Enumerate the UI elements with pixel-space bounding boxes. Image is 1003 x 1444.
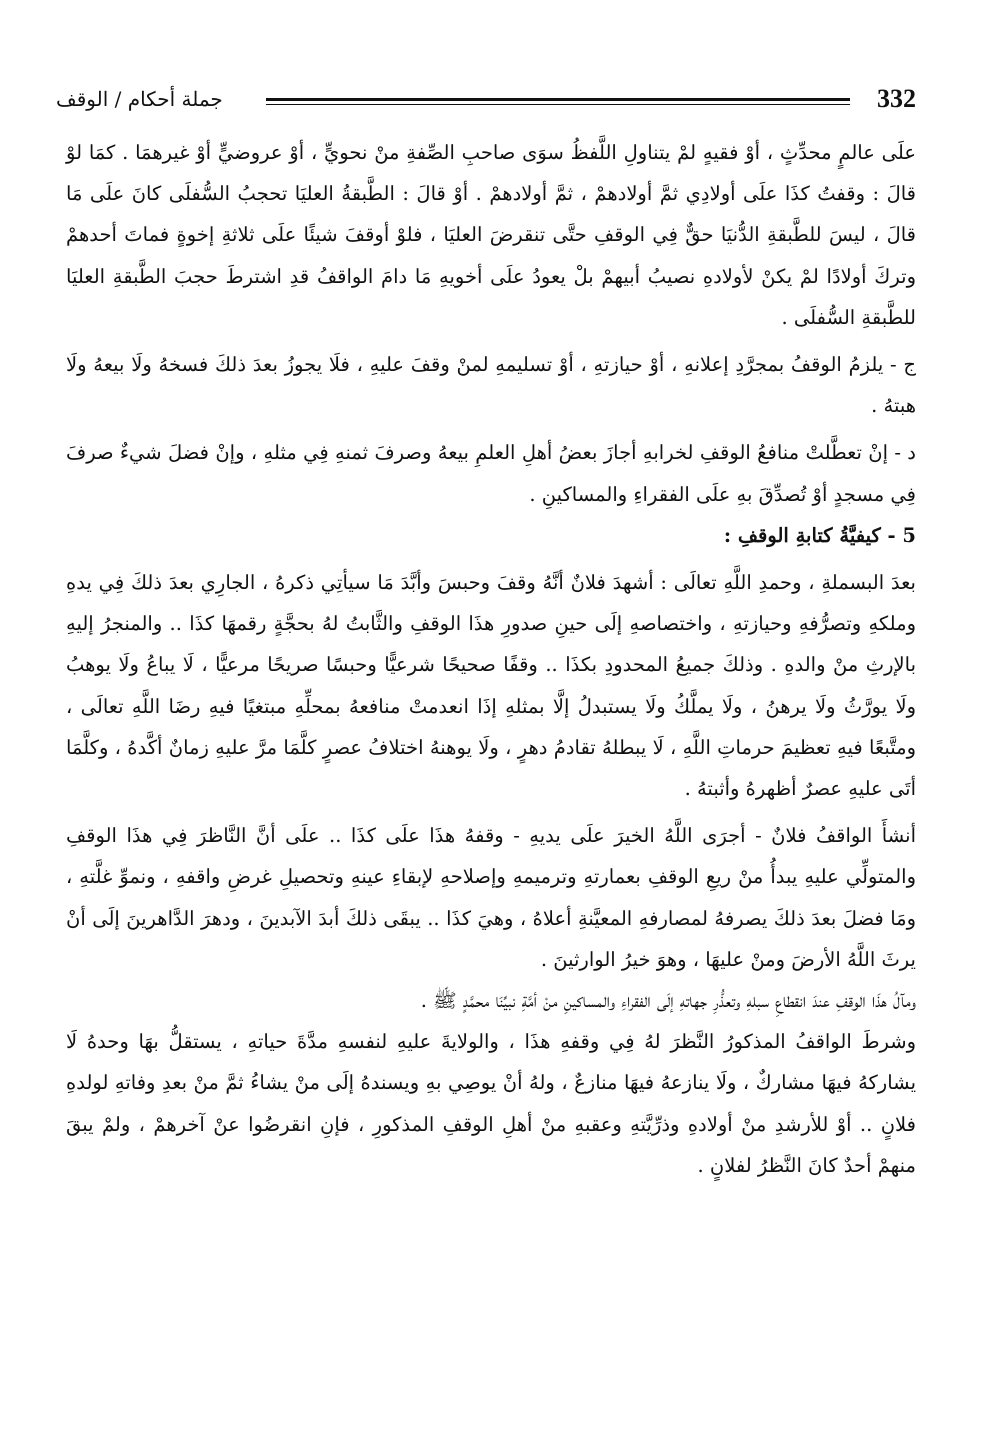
header-rule-thin	[266, 104, 850, 105]
section-heading-waqf-writing: 5 - كيفيَّةُ كتابةِ الوقفِ :	[723, 523, 916, 547]
header-rule	[266, 98, 850, 101]
page-header	[56, 84, 916, 124]
running-title: جملة أحكام / الوقف	[56, 87, 223, 111]
page-number: 332	[877, 84, 916, 113]
paragraph-deed-final-destination: ومآلُ هذَا الوقفِ عندَ انقطاعِ سبلهِ وتعذُّرِ جهاتهِ إلَى الفقراءِ والمساكينِ منْ أمَّةِ نبيِّنَا محمَّدٍ ﷺ .	[420, 989, 916, 1013]
paragraph-item-jim: ج - يلزمُ الوقفُ بمجرَّدِ إعلانهِ ، أوْ حيازتهِ ، أوْ تسليمهِ لمنْ وقفَ عليهِ ، فلَا يجوزُ بعدَ ذلكَ فسخهُ ولَا بيعهُ ولَا هبتهُ .	[66, 353, 916, 418]
paragraph-deed-supervision: وشرطَ الواقفُ المذكورُ النَّظرَ لهُ فِي وقفهِ هذَا ، والولايةَ عليهِ لنفسهِ مدَّةَ حياتهِ ، يستقلُّ بهَا وحدهُ لَا يشاركهُ فيهَا مشاركٌ ، ولَا ينازعهُ فيهَا منازعٌ ، ولهُ أنْ يوصِي بهِ ويسندهُ إلَى منْ يشاءُ ثمَّ منْ بعدِ وفاتهِ لولدهِ فلانٍ .. أوْ للأرشدِ منْ أولادهِ وذرِّيَّتهِ وعقبهِ منْ أهلِ الوقفِ المذكورِ ، فإنِ انقرضُوا عنْ آخرهمْ ، ولمْ يبقَ منهمْ أحدٌ كانَ النَّظرُ لفلانٍ .	[66, 1030, 916, 1177]
paragraph-deed-opening: بعدَ البسملةِ ، وحمدِ اللَّهِ تعالَى : أشهدَ فلانٌ أنَّهُ وقفَ وحبسَ وأبَّدَ مَا سيأتِي ذكرهُ ، الجارِي بعدَ ذلكَ فِي يدهِ وملكهِ وتصرُّفهِ وحيازتهِ ، واختصاصهِ إلَى حينِ صدورِ هذَا الوقفِ والثَّابتُ لهُ بحجَّةٍ رقمهَا كذَا .. والمنجرُ إليهِ بالإرثِ منْ والدهِ . وذلكَ جميعُ المحدودِ بكذَا .. وقفًا صحيحًا شرعيًّا وحبسًا صريحًا مرعيًّا ، لَا يباعُ ولَا يوهبُ ولَا يورَّثُ ولَا يرهنُ ، ولَا يملَّكُ ولَا يستبدلُ إلَّا بمثلهِ إذَا انعدمتْ منافعهُ بمحلِّهِ مبتغيًا فيهِ رضَا اللَّهِ تعالَى ، ومتَّبعًا فيهِ تعظيمَ حرماتِ اللَّهِ ، لَا يبطلهُ تقادمُ دهرٍ ، ولَا يوهنهُ اختلافُ عصرٍ كلَّمَا مرَّ عليهِ زمانٌ أكَّدهُ ، وكلَّمَا أتَى عليهِ عصرٌ أظهرهُ وأثبتهُ .	[66, 571, 916, 801]
page-body	[66, 132, 916, 1186]
paragraph-item-dal: د - إنْ تعطَّلتْ منافعُ الوقفِ لخرابهِ أجازَ بعضُ أهلِ العلمِ بيعهُ وصرفَ ثمنهِ فِي مثلهِ ، وإنْ فضلَ شيءٌ صرفَ فِي مسجدٍ أوْ تُصدِّقَ بهِ علَى الفقراءِ والمساكينِ .	[66, 441, 916, 506]
paragraph-deed-founder: أنشأَ الواقفُ فلانٌ - أجرَى اللَّهُ الخيرَ علَى يديهِ - وقفهُ هذَا علَى كذَا .. علَى أنَّ النَّاظرَ فِي هذَا الوقفِ والمتولِّي عليهِ يبدأُ منْ ريعِ الوقفِ بعمارتهِ وترميمهِ وإصلاحهِ لإبقاءِ عينهِ وتحصيلِ غرضِ واقفهِ ، ونموِّ غلَّتهِ ، ومَا فضلَ بعدَ ذلكَ يصرفهُ لمصارفهِ المعيَّنةِ أعلاهُ ، وهيَ كذَا .. يبقَى ذلكَ أبدَ الآبدينَ ، ودهرَ الدَّاهرينَ إلَى أنْ يرثَ اللَّهُ الأرضَ ومنْ عليهَا ، وهوَ خيرُ الوارثينَ .	[66, 824, 916, 971]
paragraph-ruling-continuation: علَى عالمٍ محدِّثٍ ، أوْ فقيهٍ لمْ يتناولِ اللَّفظُ سوَى صاحبِ الصِّفةِ منْ نحويٍّ ، أوْ عروضيٍّ أوْ غيرهمَا . كمَا لوْ قالَ : وقفتُ كذَا علَى أولادِي ثمَّ أولادهمْ ، ثمَّ أولادهمْ . أوْ قالَ : الطَّبقةُ العليَا تحجبُ السُّفلَى كانَ علَى مَا قالَ ، ليسَ للطَّبقةِ الدُّنيَا حقٌّ فِي الوقفِ حتَّى تنقرضَ العليَا ، فلوْ أوقفَ شيئًا علَى ثلاثةِ إخوةٍ فماتَ أحدهمْ وتركَ أولادًا لمْ يكنْ لأولادهِ نصيبُ أبيهمْ بلْ يعودُ علَى أخويهِ مَا دامَ الواقفُ قدِ اشترطَ حجبَ الطَّبقةِ العليَا للطَّبقةِ السُّفلَى .	[66, 141, 916, 329]
